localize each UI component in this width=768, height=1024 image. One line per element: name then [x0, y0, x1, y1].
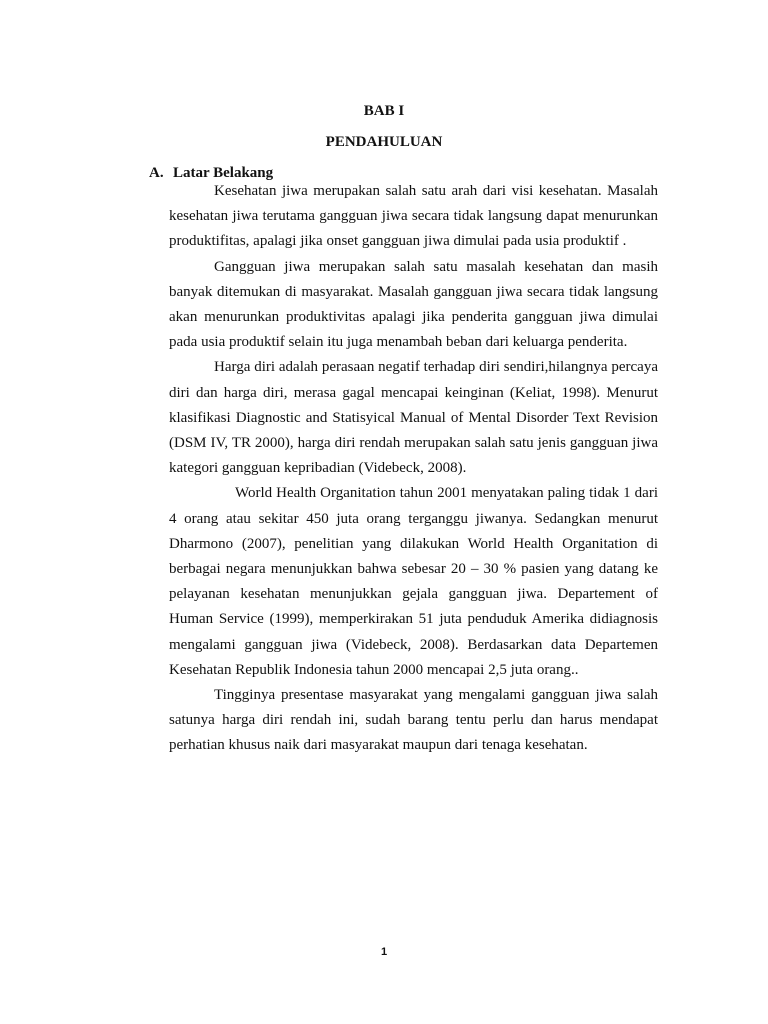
chapter-title: PENDAHULUAN — [325, 134, 443, 150]
chapter-label: BAB I — [363, 103, 405, 119]
page-number: 1 — [380, 946, 388, 958]
body-text — [169, 179, 658, 759]
paragraph: Gangguan jiwa merupakan salah satu masalah kesehatan dan masih banyak ditemukan di masyarakat. Masalah gangguan jiwa secara tidak langsung akan menurunkan produktivitas apalagi jika penderita gangguan jiwa dimulai pada usia produktif selain itu juga menambah beban dari keluarga penderita. — [169, 258, 658, 351]
section-heading-text: Latar Belakang — [173, 165, 274, 181]
paragraph: Tingginya presentase masyarakat yang mengalami gangguan jiwa salah satunya harga diri rendah ini, sudah barang tentu perlu dan harus mendapat perhatian khusus naik dari masyarakat maupun dari tenaga kesehatan. — [169, 687, 658, 754]
paragraph: Kesehatan jiwa merupakan salah satu arah dari visi kesehatan. Masalah kesehatan jiwa terutama gangguan jiwa secara tidak langsung dapat menurunkan produktifitas, apalagi jika onset gangguan jiwa dimulai pada usia produktif . — [169, 183, 658, 250]
paragraph: Harga diri adalah perasaan negatif terhadap diri sendiri,hilangnya percaya diri dan harga diri, merasa gagal mencapai keinginan (Keliat, 1998). Menurut klasifikasi Diagnostic and Statisyical Manual of Mental Disorder Text Revision (DSM IV, TR 2000), harga diri rendah merupakan salah satu jenis gangguan jiwa kategori gangguan kepribadian (Videbeck, 2008). — [169, 359, 658, 477]
section-number: A. — [149, 165, 164, 181]
paragraph: World Health Organitation tahun 2001 menyatakan paling tidak 1 dari 4 orang atau sekitar 450 juta orang terganggu jiwanya. Sedangkan menurut Dharmono (2007), penelitian yang dilakukan World Health Organitation di berbagai negara menunjukkan bahwa sebesar 20 – 30 % pasien yang datang ke pelayanan kesehatan menunjukkan gejala gangguan jiwa. Departement of Human Service (1999), memperkirakan 51 juta penduduk Amerika didiagnosis mengalami gangguan jiwa (Videbeck, 2008). Berdasarkan data Departemen Kesehatan Republik Indonesia tahun 2000 mencapai 2,5 juta orang.. — [169, 485, 658, 678]
